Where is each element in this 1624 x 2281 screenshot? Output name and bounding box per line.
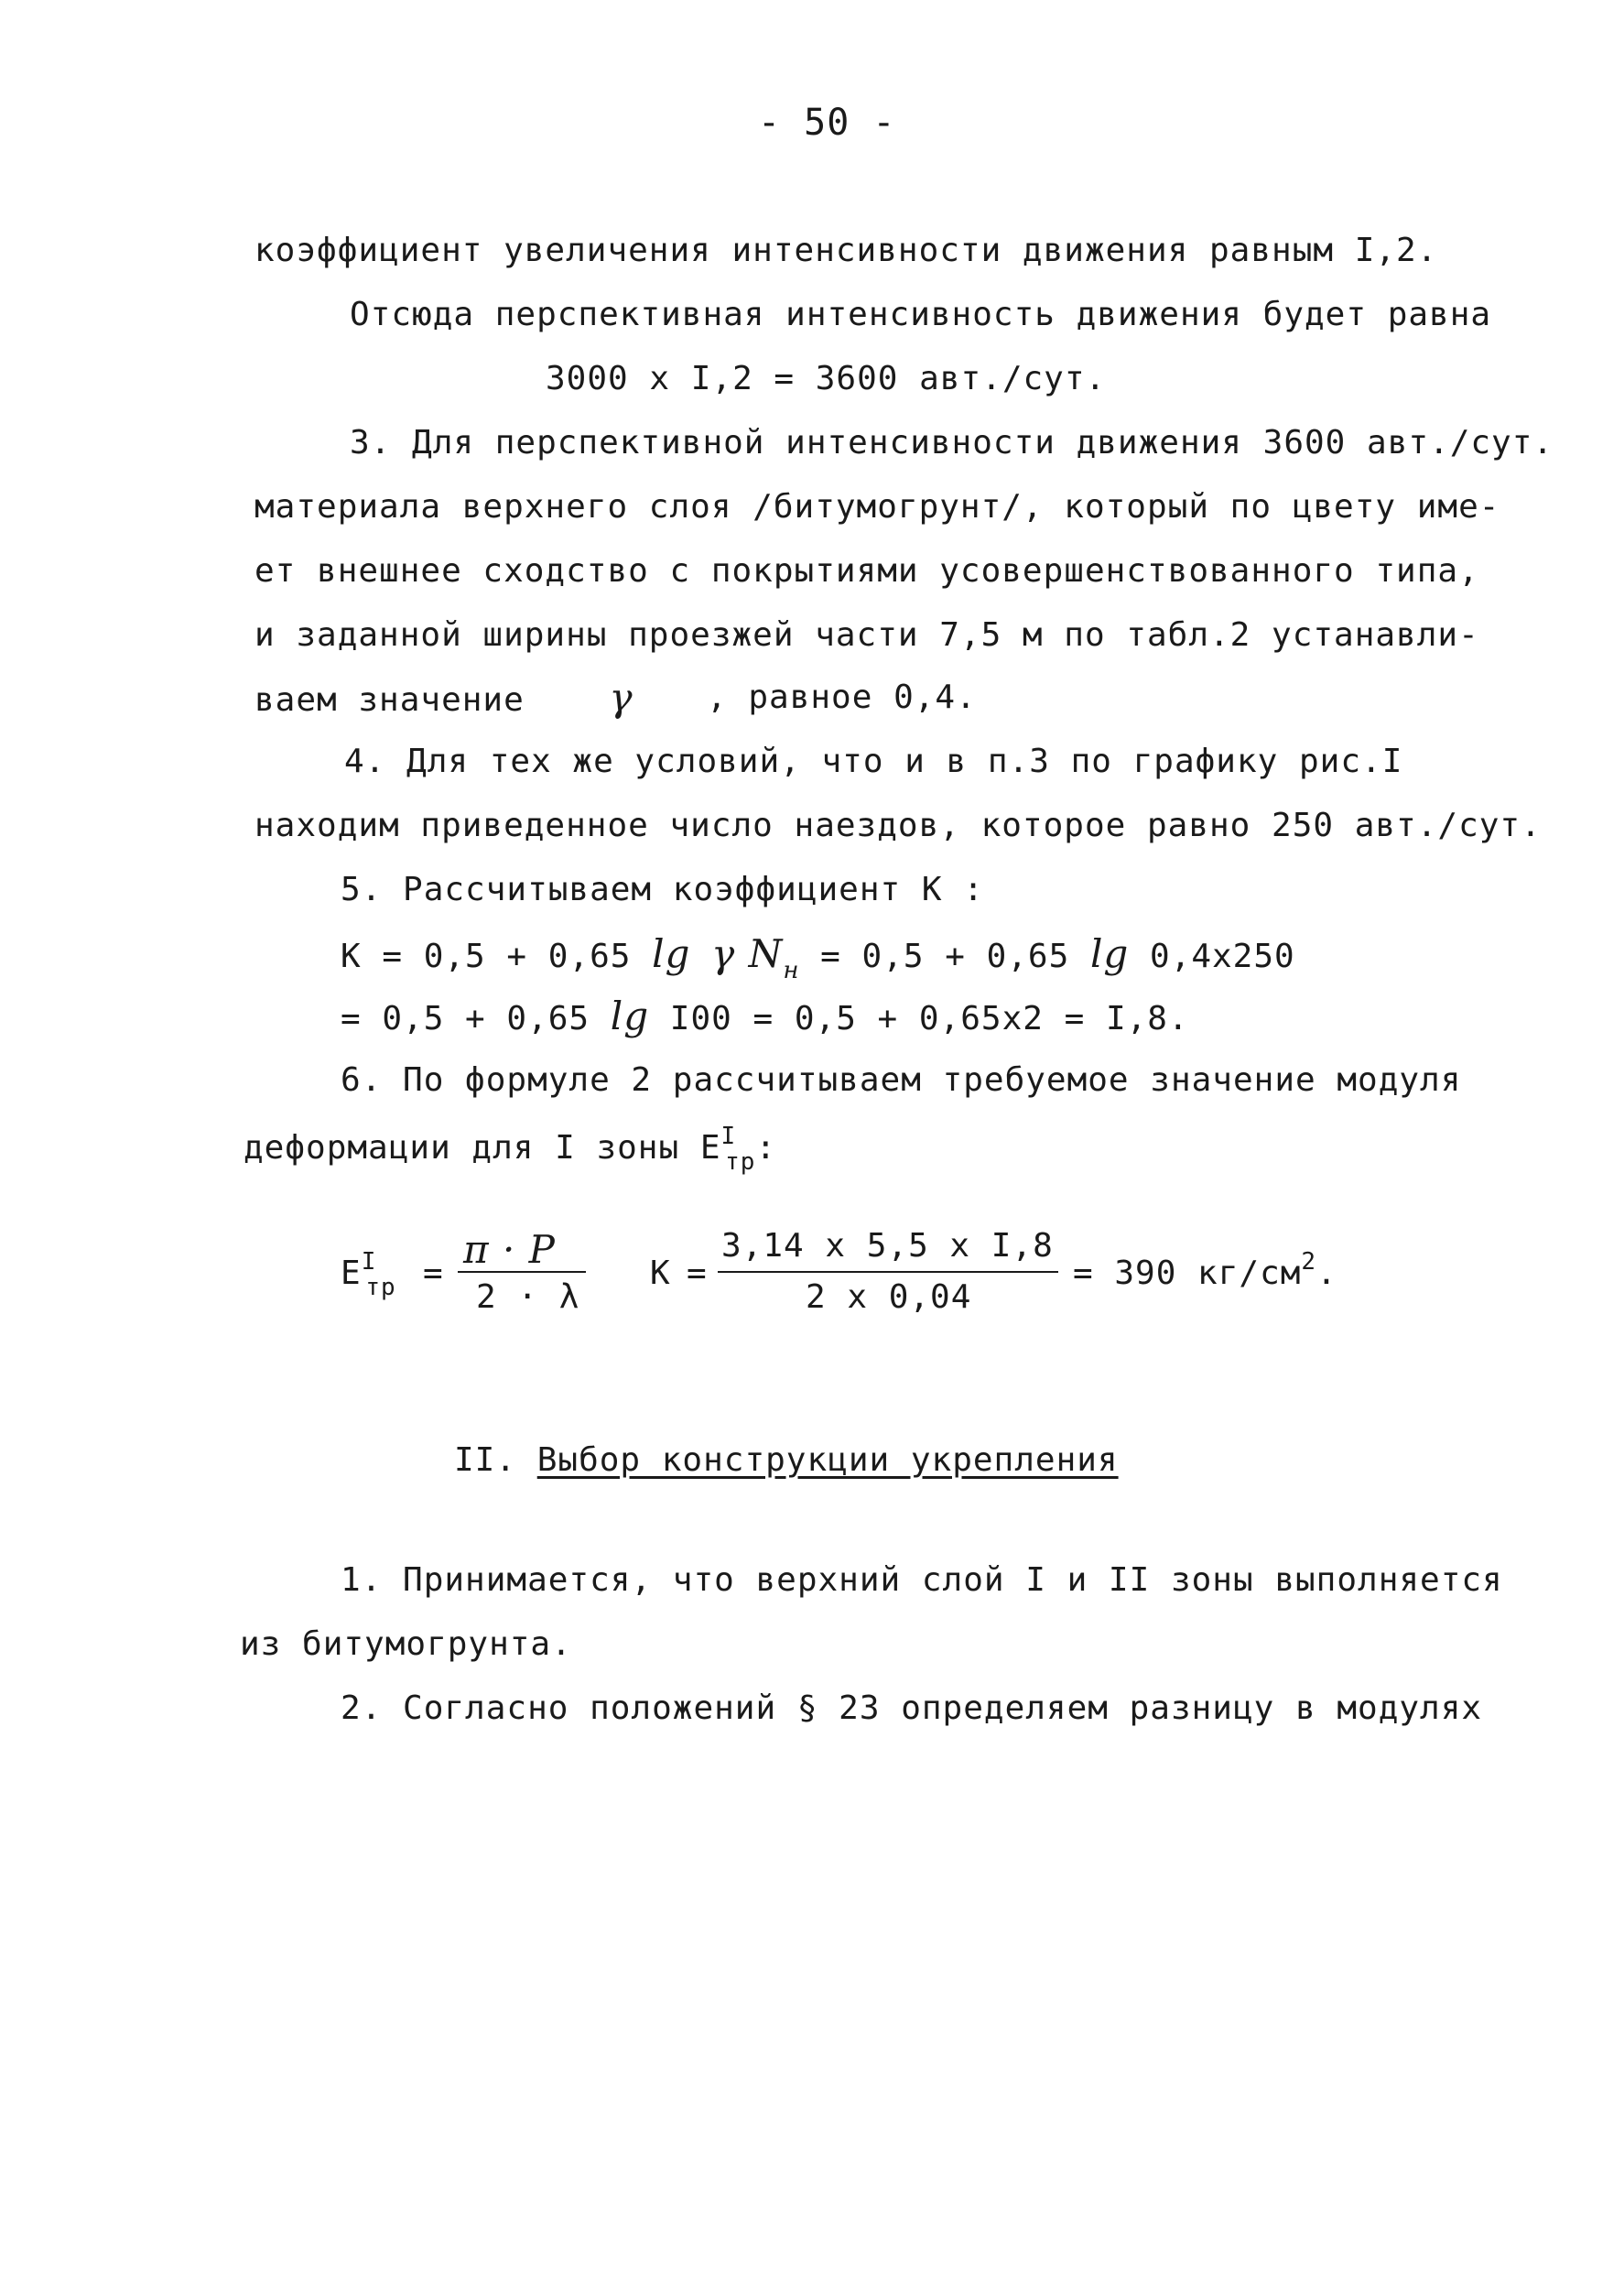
fraction-bar [458,1271,586,1273]
text-line: 2. Согласно положений § 23 определяем разницу в модулях [341,1689,1483,1727]
text-line [244,1123,777,1176]
formula-fragment: = 0,5 + 0,65 [820,938,1070,975]
text-fragment: ваем значение [254,681,525,719]
formula-fragment: = 0,5 + 0,65 [341,1000,590,1037]
formula-fragment: I00 = 0,5 + 0,65x2 = I,8. [669,1000,1189,1037]
fraction-denominator: 2 · λ [476,1278,580,1316]
fraction-numerator: 3,14 x 5,5 x I,8 [721,1227,1054,1265]
text-fragment: , равное 0,4. [707,679,977,716]
equals-sign: = [423,1255,444,1292]
formula-lhs: $E^I_{тр}$ [341,1248,396,1301]
superscript: I [720,1123,737,1150]
text-line: Отсюда перспективная интенсивность движения будет равна [350,296,1492,333]
text-line: и заданной ширины проезжей части 7,5 м по табл.2 устанавли- [254,616,1479,654]
fraction-numerator: π · P [463,1227,556,1272]
formula-line-1 [341,931,1295,984]
formula-subscript: н [783,957,800,984]
text-fragment: деформации для I зоны E [244,1129,721,1167]
text-fragment: : [755,1129,777,1167]
equals-sign: = [687,1255,708,1292]
text-line: коэффициент увеличения интенсивности движения равным I,2. [254,232,1438,269]
fraction-denominator: 2 x 0,04 [806,1278,972,1316]
formula-line-2 [341,996,1189,1039]
text-line: 1. Принимается, что верхний слой I и II зоны выполняется [341,1561,1503,1599]
formula-fragment: 0,4x250 [1149,938,1295,975]
text-line: 4. Для тех же условий, что и в п.3 по графику рис.I [344,743,1403,780]
text-line: 5. Рассчитываем коэффициент К : [341,871,984,908]
formula-fragment: γ N [711,931,784,976]
log-symbol: lg [652,931,691,976]
section-heading [454,1441,1119,1479]
section-number: II. [454,1441,517,1479]
formula-result: = 390 $кг/см^2$. [1073,1248,1337,1292]
text-line: 3000 x I,2 = 3600 авт./сут. [546,360,1107,397]
formula-fragment: К = 0,5 + 0,65 [341,938,632,975]
section-title: Выбор конструкции укрепления [536,1441,1119,1479]
page-number: - 50 - [758,102,896,144]
subscript: тр [725,1148,756,1176]
fraction-bar [718,1271,1058,1273]
log-symbol: lg [610,994,650,1038]
text-line: ет внешнее сходство с покрытиями усовершенствованного типа, [254,552,1479,590]
text-line: находим приведенное число наездов, которое равно 250 авт./сут. [254,807,1542,844]
log-symbol: lg [1089,931,1130,976]
text-line [254,675,633,721]
gamma-symbol: γ [609,675,633,720]
modulus-formula [341,1227,1348,1328]
coefficient-k: К [650,1255,671,1292]
text-line: материала верхнего слоя /битумогрунт/, который по цвету име- [254,488,1500,526]
text-line: 3. Для перспективной интенсивности движения 3600 авт./сут. [350,424,1554,462]
text-line: 6. По формуле 2 рассчитываем требуемое значение модуля [341,1061,1462,1099]
text-line: из битумогрунта. [240,1625,572,1663]
